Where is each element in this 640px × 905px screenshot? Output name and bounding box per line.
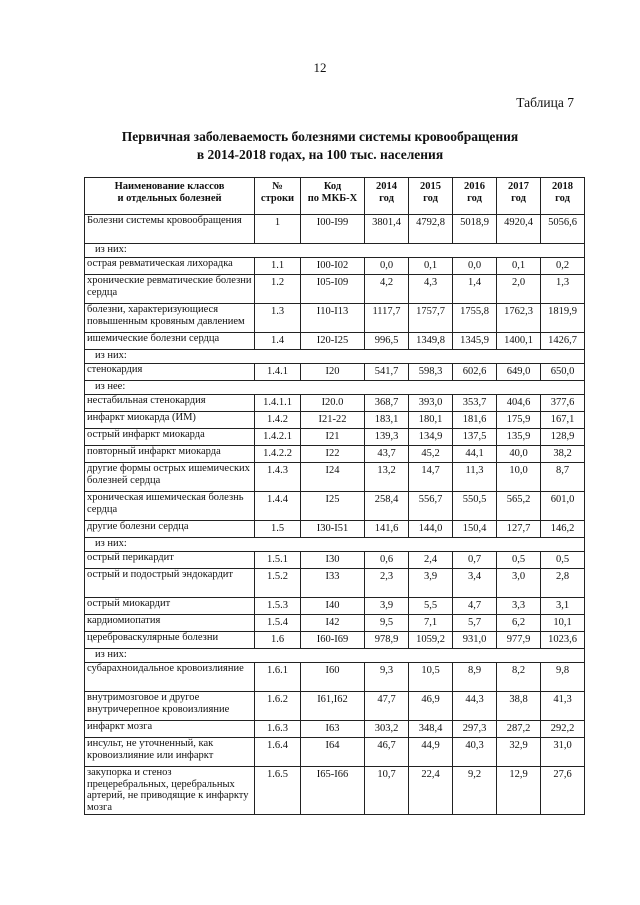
year-value: 175,9	[497, 412, 541, 429]
year-value: 40,0	[497, 446, 541, 463]
year-value: 977,9	[497, 632, 541, 649]
year-value: 1023,6	[541, 632, 585, 649]
year-value: 4792,8	[409, 215, 453, 244]
header-name-line1: Наименование классов	[114, 181, 225, 192]
header-2015	[409, 178, 453, 215]
year-value: 4,2	[365, 275, 409, 304]
table-label: Таблица 7	[516, 95, 574, 110]
year-value: 6,2	[497, 615, 541, 632]
year-value: 45,2	[409, 446, 453, 463]
table-row	[85, 446, 585, 463]
row-number: 1.4.2.2	[255, 446, 301, 463]
table-row	[85, 663, 585, 692]
year-value: 8,7	[541, 463, 585, 492]
icd-code: I00-I02	[301, 258, 365, 275]
year-value: 1,3	[541, 275, 585, 304]
year-value: 46,9	[409, 692, 453, 721]
year-value: 141,6	[365, 521, 409, 538]
year-value: 2,8	[541, 569, 585, 598]
header-2014	[365, 178, 409, 215]
table-row	[85, 492, 585, 521]
header-year-word: год	[423, 193, 438, 204]
year-value: 1755,8	[453, 304, 497, 333]
icd-code: I24	[301, 463, 365, 492]
header-name-line2: и отдельных болезней	[117, 193, 222, 204]
icd-code: I42	[301, 615, 365, 632]
year-value: 9,5	[365, 615, 409, 632]
year-value: 550,5	[453, 492, 497, 521]
table-row	[85, 569, 585, 598]
year-value: 8,2	[497, 663, 541, 692]
title-line-2: в 2014-2018 годах, на 100 тыс. населения	[196, 147, 444, 162]
year-value: 5,5	[409, 598, 453, 615]
subheading-row	[85, 649, 585, 663]
year-value: 1059,2	[409, 632, 453, 649]
year-value: 10,5	[409, 663, 453, 692]
year-value: 978,9	[365, 632, 409, 649]
row-number: 1.6.3	[255, 721, 301, 738]
row-number: 1.6.1	[255, 663, 301, 692]
year-value: 303,2	[365, 721, 409, 738]
year-value: 565,2	[497, 492, 541, 521]
year-value: 368,7	[365, 395, 409, 412]
subheading-label: из них:	[85, 244, 585, 258]
year-value: 404,6	[497, 395, 541, 412]
year-value: 0,1	[497, 258, 541, 275]
disease-name: внутримозговое и другое внутричерепное кровоизлияние	[85, 692, 255, 721]
row-number: 1.5	[255, 521, 301, 538]
disease-name: другие формы острых ишемических болезней сердца	[85, 463, 255, 492]
table-row	[85, 412, 585, 429]
header-2018	[541, 178, 585, 215]
icd-code: I33	[301, 569, 365, 598]
year-value: 0,7	[453, 552, 497, 569]
icd-code: I60	[301, 663, 365, 692]
row-number: 1.6.5	[255, 767, 301, 815]
row-number: 1.1	[255, 258, 301, 275]
icd-code: I61,I62	[301, 692, 365, 721]
icd-code: I63	[301, 721, 365, 738]
disease-name: инсульт, не уточненный, как кровоизлияние или инфаркт	[85, 738, 255, 767]
year-value: 4920,4	[497, 215, 541, 244]
row-number: 1.5.2	[255, 569, 301, 598]
disease-name: острый и подострый эндокардит	[85, 569, 255, 598]
row-number: 1	[255, 215, 301, 244]
header-year-value: 2018	[552, 181, 573, 192]
disease-name: Болезни системы кровообращения	[85, 215, 255, 244]
table-row	[85, 521, 585, 538]
header-year-word: год	[379, 193, 394, 204]
header-2017	[497, 178, 541, 215]
header-row	[85, 178, 585, 215]
year-value: 183,1	[365, 412, 409, 429]
icd-code: I10-I13	[301, 304, 365, 333]
table-row	[85, 598, 585, 615]
year-value: 8,9	[453, 663, 497, 692]
icd-code: I00-I99	[301, 215, 365, 244]
year-value: 181,6	[453, 412, 497, 429]
year-value: 12,9	[497, 767, 541, 815]
table-row	[85, 738, 585, 767]
year-value: 5,7	[453, 615, 497, 632]
morbidity-table	[84, 177, 585, 815]
table-row	[85, 215, 585, 244]
row-number: 1.6.4	[255, 738, 301, 767]
row-number: 1.4	[255, 333, 301, 350]
year-value: 1400,1	[497, 333, 541, 350]
table-row	[85, 333, 585, 350]
disease-name: инфаркт мозга	[85, 721, 255, 738]
year-value: 0,5	[541, 552, 585, 569]
subheading-label: из них:	[85, 649, 585, 663]
subheading-row	[85, 350, 585, 364]
year-value: 0,0	[453, 258, 497, 275]
table-row	[85, 275, 585, 304]
icd-code: I60-I69	[301, 632, 365, 649]
year-value: 393,0	[409, 395, 453, 412]
year-value: 40,3	[453, 738, 497, 767]
year-value: 7,1	[409, 615, 453, 632]
year-value: 9,3	[365, 663, 409, 692]
row-number: 1.3	[255, 304, 301, 333]
year-value: 47,7	[365, 692, 409, 721]
header-year-word: год	[555, 193, 570, 204]
table-body	[85, 215, 585, 815]
table-title	[0, 128, 640, 164]
table-row	[85, 364, 585, 381]
year-value: 650,0	[541, 364, 585, 381]
table-row	[85, 395, 585, 412]
year-value: 9,2	[453, 767, 497, 815]
year-value: 137,5	[453, 429, 497, 446]
table-row	[85, 429, 585, 446]
header-2016	[453, 178, 497, 215]
year-value: 2,3	[365, 569, 409, 598]
year-value: 3,1	[541, 598, 585, 615]
year-value: 602,6	[453, 364, 497, 381]
year-value: 13,2	[365, 463, 409, 492]
year-value: 1762,3	[497, 304, 541, 333]
year-value: 10,7	[365, 767, 409, 815]
year-value: 996,5	[365, 333, 409, 350]
row-number: 1.6	[255, 632, 301, 649]
table-row	[85, 692, 585, 721]
year-value: 1349,8	[409, 333, 453, 350]
year-value: 1,4	[453, 275, 497, 304]
disease-name: ишемические болезни сердца	[85, 333, 255, 350]
year-value: 556,7	[409, 492, 453, 521]
year-value: 127,7	[497, 521, 541, 538]
subheading-label: из них:	[85, 538, 585, 552]
year-value: 146,2	[541, 521, 585, 538]
disease-name: острая ревматическая лихорадка	[85, 258, 255, 275]
year-value: 287,2	[497, 721, 541, 738]
icd-code: I25	[301, 492, 365, 521]
row-number: 1.5.1	[255, 552, 301, 569]
table-row	[85, 615, 585, 632]
year-value: 1426,7	[541, 333, 585, 350]
year-value: 3,4	[453, 569, 497, 598]
year-value: 139,3	[365, 429, 409, 446]
header-year-value: 2015	[420, 181, 441, 192]
disease-name: острый перикардит	[85, 552, 255, 569]
row-number: 1.4.1	[255, 364, 301, 381]
table-row	[85, 721, 585, 738]
year-value: 10,0	[497, 463, 541, 492]
disease-name: кардиомиопатия	[85, 615, 255, 632]
year-value: 44,3	[453, 692, 497, 721]
icd-code: I21	[301, 429, 365, 446]
header-year-value: 2016	[464, 181, 485, 192]
header-year-word: год	[467, 193, 482, 204]
disease-name: субарахноидальное кровоизлияние	[85, 663, 255, 692]
year-value: 134,9	[409, 429, 453, 446]
year-value: 292,2	[541, 721, 585, 738]
table-row	[85, 632, 585, 649]
year-value: 150,4	[453, 521, 497, 538]
year-value: 9,8	[541, 663, 585, 692]
disease-name: болезни, характеризующиеся повышенным кровяным давлением	[85, 304, 255, 333]
disease-name: закупорка и стеноз прецеребральных, церебральных артерий, не приводящие к инфаркту мозга	[85, 767, 255, 815]
header-year-word: год	[511, 193, 526, 204]
subheading-row	[85, 538, 585, 552]
table-row	[85, 463, 585, 492]
year-value: 0,2	[541, 258, 585, 275]
year-value: 144,0	[409, 521, 453, 538]
year-value: 348,4	[409, 721, 453, 738]
header-year-value: 2017	[508, 181, 529, 192]
year-value: 167,1	[541, 412, 585, 429]
page-number: 12	[313, 60, 327, 75]
disease-name: острый миокардит	[85, 598, 255, 615]
row-number: 1.5.4	[255, 615, 301, 632]
row-number: 1.2	[255, 275, 301, 304]
disease-name: стенокардия	[85, 364, 255, 381]
disease-name: нестабильная стенокардия	[85, 395, 255, 412]
row-number: 1.4.4	[255, 492, 301, 521]
year-value: 3,9	[409, 569, 453, 598]
header-code	[301, 178, 365, 215]
year-value: 31,0	[541, 738, 585, 767]
disease-name: повторный инфаркт миокарда	[85, 446, 255, 463]
icd-code: I30	[301, 552, 365, 569]
year-value: 1345,9	[453, 333, 497, 350]
icd-code: I30-I51	[301, 521, 365, 538]
year-value: 38,2	[541, 446, 585, 463]
icd-code: I22	[301, 446, 365, 463]
header-number-line1: №	[272, 181, 283, 192]
year-value: 4,7	[453, 598, 497, 615]
year-value: 10,1	[541, 615, 585, 632]
year-value: 3801,4	[365, 215, 409, 244]
year-value: 1757,7	[409, 304, 453, 333]
year-value: 180,1	[409, 412, 453, 429]
disease-name: острый инфаркт миокарда	[85, 429, 255, 446]
year-value: 1819,9	[541, 304, 585, 333]
year-value: 0,5	[497, 552, 541, 569]
row-number: 1.4.2.1	[255, 429, 301, 446]
header-code-line1: Код	[323, 181, 342, 192]
year-value: 44,1	[453, 446, 497, 463]
year-value: 38,8	[497, 692, 541, 721]
year-value: 41,3	[541, 692, 585, 721]
header-code-line2: по МКБ-Х	[307, 193, 358, 204]
row-number: 1.5.3	[255, 598, 301, 615]
icd-code: I05-I09	[301, 275, 365, 304]
title-line-1: Первичная заболеваемость болезнями системы кровообращения	[121, 129, 519, 144]
year-value: 32,9	[497, 738, 541, 767]
year-value: 135,9	[497, 429, 541, 446]
year-value: 0,0	[365, 258, 409, 275]
header-name	[85, 178, 255, 215]
year-value: 11,3	[453, 463, 497, 492]
year-value: 649,0	[497, 364, 541, 381]
year-value: 258,4	[365, 492, 409, 521]
year-value: 27,6	[541, 767, 585, 815]
year-value: 3,3	[497, 598, 541, 615]
year-value: 377,6	[541, 395, 585, 412]
header-number-line2: строки	[260, 193, 295, 204]
subheading-label: из них:	[85, 350, 585, 364]
year-value: 2,4	[409, 552, 453, 569]
disease-name: цереброваскулярные болезни	[85, 632, 255, 649]
icd-code: I20-I25	[301, 333, 365, 350]
year-value: 3,0	[497, 569, 541, 598]
row-number: 1.4.1.1	[255, 395, 301, 412]
table-row	[85, 258, 585, 275]
year-value: 353,7	[453, 395, 497, 412]
disease-name: другие болезни сердца	[85, 521, 255, 538]
year-value: 43,7	[365, 446, 409, 463]
disease-name: инфаркт миокарда (ИМ)	[85, 412, 255, 429]
icd-code: I20	[301, 364, 365, 381]
year-value: 1117,7	[365, 304, 409, 333]
disease-name: хронические ревматические болезни сердца	[85, 275, 255, 304]
year-value: 2,0	[497, 275, 541, 304]
disease-name: хроническая ишемическая болезнь сердца	[85, 492, 255, 521]
year-value: 541,7	[365, 364, 409, 381]
icd-code: I65-I66	[301, 767, 365, 815]
icd-code: I20.0	[301, 395, 365, 412]
table-row	[85, 552, 585, 569]
year-value: 5056,6	[541, 215, 585, 244]
year-value: 0,6	[365, 552, 409, 569]
year-value: 297,3	[453, 721, 497, 738]
year-value: 46,7	[365, 738, 409, 767]
subheading-label: из нее:	[85, 381, 585, 395]
icd-code: I64	[301, 738, 365, 767]
year-value: 22,4	[409, 767, 453, 815]
row-number: 1.6.2	[255, 692, 301, 721]
table-row	[85, 304, 585, 333]
year-value: 598,3	[409, 364, 453, 381]
year-value: 931,0	[453, 632, 497, 649]
year-value: 3,9	[365, 598, 409, 615]
header-number	[255, 178, 301, 215]
year-value: 14,7	[409, 463, 453, 492]
row-number: 1.4.3	[255, 463, 301, 492]
year-value: 5018,9	[453, 215, 497, 244]
icd-code: I40	[301, 598, 365, 615]
row-number: 1.4.2	[255, 412, 301, 429]
table-row	[85, 767, 585, 815]
icd-code: I21-22	[301, 412, 365, 429]
year-value: 0,1	[409, 258, 453, 275]
subheading-row	[85, 244, 585, 258]
header-year-value: 2014	[376, 181, 397, 192]
subheading-row	[85, 381, 585, 395]
year-value: 44,9	[409, 738, 453, 767]
year-value: 4,3	[409, 275, 453, 304]
year-value: 128,9	[541, 429, 585, 446]
year-value: 601,0	[541, 492, 585, 521]
